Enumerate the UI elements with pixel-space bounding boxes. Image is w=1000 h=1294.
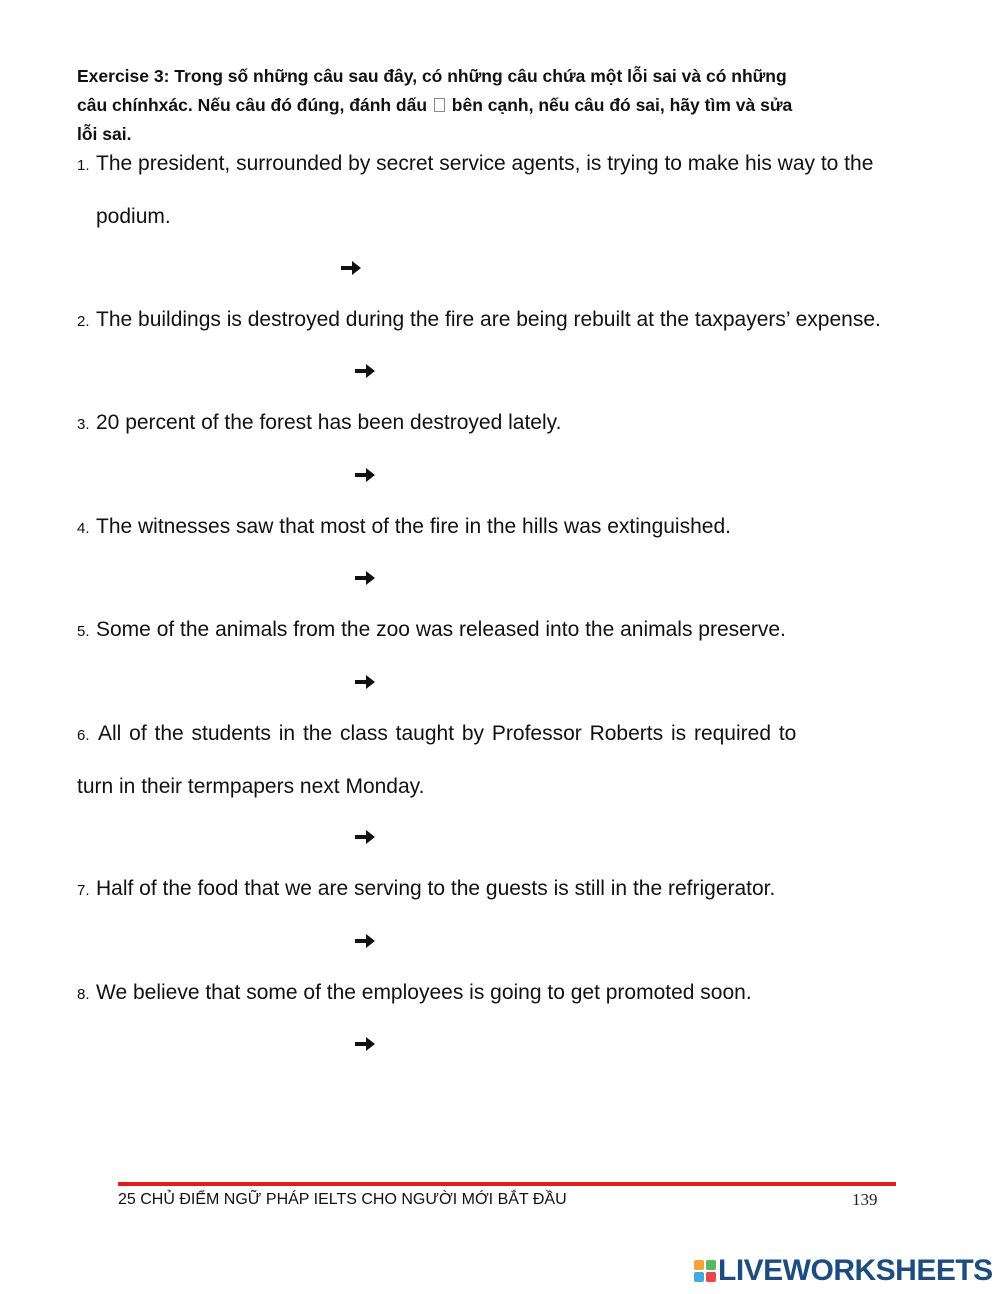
brand-name: LIVEWORKSHEETS [718, 1254, 993, 1287]
item-number: 5. [77, 623, 90, 640]
item-number: 7. [77, 882, 90, 899]
answer-arrow-icon [354, 1035, 376, 1053]
sentence-line: podium. [96, 205, 171, 228]
sentence-line: Half of the food that we are serving to the guests is still in the refrigerator. [96, 877, 776, 900]
instruction-line-3: lỗi sai. [77, 124, 132, 144]
instruction-line-2b: bên cạnh, nếu câu đó sai, hãy tìm và sửa [451, 95, 793, 115]
item-number: 2. [77, 313, 90, 330]
sentence-line: The buildings is destroyed during the fire are being rebuilt at the taxpayers’ expense. [96, 308, 881, 331]
sentence-line: All of the students in the class taught by Professor Roberts is required to [98, 722, 797, 745]
exercise-instructions [77, 62, 907, 149]
item-number: 6. [77, 727, 90, 744]
sentence-line: turn in their termpapers next Monday. [77, 775, 425, 798]
instruction-line-2a: câu chínhxác. Nếu câu đó đúng, đánh dấu [77, 95, 428, 115]
answer-arrow-icon [340, 259, 362, 277]
instruction-line-2 [77, 91, 907, 120]
checkbox-glyph-icon [434, 98, 445, 112]
footer-rule [118, 1182, 896, 1186]
liveworksheets-logo-icon [693, 1259, 717, 1283]
sentence-line: The president, surrounded by secret service agents, is trying to make his way to the [96, 152, 874, 175]
answer-arrow-icon [354, 466, 376, 484]
item-number: 3. [77, 416, 90, 433]
sentence-line: 20 percent of the forest has been destroyed lately. [96, 411, 562, 434]
item-number: 8. [77, 986, 90, 1003]
item-number: 1. [77, 157, 90, 174]
sentence-line: Some of the animals from the zoo was released into the animals preserve. [96, 618, 786, 641]
sentence-line: We believe that some of the employees is going to get promoted soon. [96, 981, 752, 1004]
answer-arrow-icon [354, 362, 376, 380]
answer-arrow-icon [354, 828, 376, 846]
page-number: 139 [852, 1190, 878, 1209]
answer-arrow-icon [354, 932, 376, 950]
footer-book-title: 25 CHỦ ĐIỂM NGỮ PHÁP IELTS CHO NGƯỜI MỚI BẮT ĐẦU [118, 1191, 567, 1208]
answer-arrow-icon [354, 569, 376, 587]
instruction-line-1: Exercise 3: Trong số những câu sau đây, có những câu chứa một lỗi sai và có những [77, 66, 787, 86]
answer-arrow-icon [354, 673, 376, 691]
item-number: 4. [77, 520, 90, 537]
sentence-line: The witnesses saw that most of the fire in the hills was extinguished. [96, 515, 731, 538]
